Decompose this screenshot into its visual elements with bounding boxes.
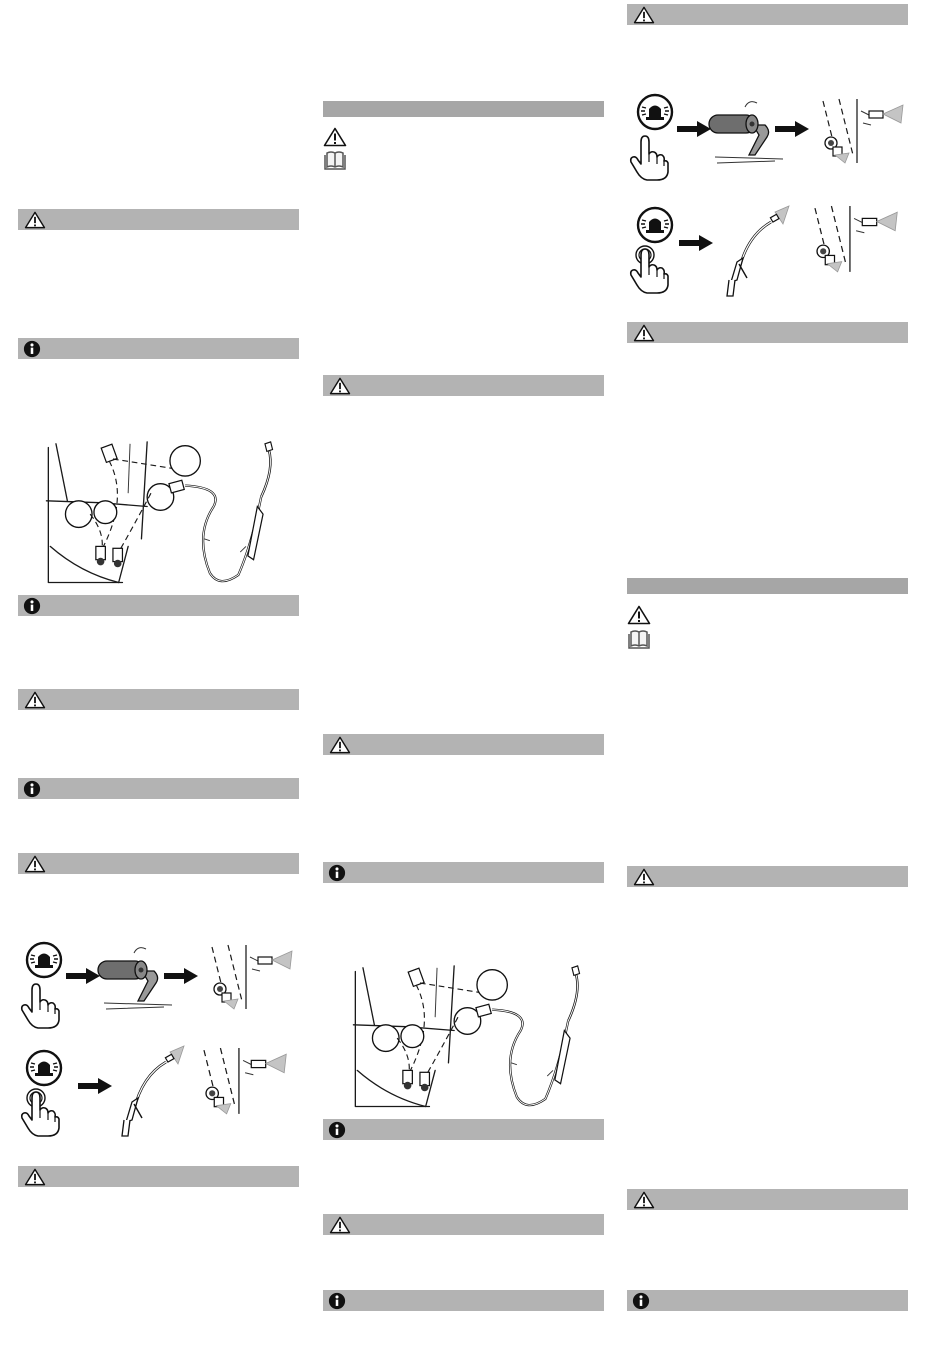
rotating-beacon-icon — [635, 205, 675, 245]
info-circle-icon — [23, 780, 41, 798]
info-circle-icon — [328, 1121, 346, 1139]
warning-bar — [18, 1166, 299, 1187]
warning-triangle-icon — [632, 6, 656, 24]
spray-lance-illustration — [108, 1040, 188, 1140]
open-book-icon — [323, 151, 347, 171]
reel-roller-illustration — [705, 92, 785, 172]
nozzle-spray-illustration — [811, 96, 907, 168]
warning-triangle-icon — [328, 1216, 352, 1234]
section-bar — [323, 101, 604, 117]
info-bar — [323, 862, 604, 883]
warning-bar — [627, 4, 908, 25]
warning-triangle-icon — [632, 1191, 656, 1209]
warning-triangle-icon — [23, 1168, 47, 1186]
info-circle-icon — [23, 597, 41, 615]
info-circle-icon — [23, 340, 41, 358]
pressing-hand-icon — [627, 245, 671, 295]
column-middle — [323, 0, 604, 1369]
warning-bar — [627, 1189, 908, 1210]
info-bar — [627, 1290, 908, 1311]
arrow-right-icon — [679, 235, 713, 251]
pointing-hand-icon — [18, 980, 62, 1030]
warning-bar — [627, 322, 908, 343]
warning-bar — [18, 853, 299, 874]
rotating-beacon-icon — [635, 92, 675, 132]
warning-bar — [18, 209, 299, 230]
warning-triangle-icon — [23, 691, 47, 709]
warning-bar — [627, 866, 908, 887]
arrow-right-icon — [78, 1078, 112, 1094]
section-bar — [627, 578, 908, 594]
warning-triangle-icon — [23, 211, 47, 229]
info-circle-icon — [328, 864, 346, 882]
arrow-right-icon — [164, 968, 198, 984]
warning-triangle-icon — [323, 127, 347, 147]
warning-bar — [323, 375, 604, 396]
info-circle-icon — [328, 1292, 346, 1310]
warning-bar — [323, 1214, 604, 1235]
info-bar — [323, 1290, 604, 1311]
warning-bar — [18, 689, 299, 710]
info-bar — [18, 778, 299, 799]
reel-roller-illustration — [94, 938, 174, 1018]
arrow-right-icon — [775, 121, 809, 137]
info-bar — [18, 338, 299, 359]
warning-triangle-icon — [632, 324, 656, 342]
nozzle-spray-illustration — [200, 942, 296, 1014]
hose-couplings-illustration — [343, 964, 609, 1116]
nozzle-spray-illustration — [797, 204, 907, 276]
column-right — [627, 0, 908, 1369]
open-book-icon — [627, 630, 651, 650]
info-circle-icon — [632, 1292, 650, 1310]
warning-triangle-icon — [328, 377, 352, 395]
rotating-beacon-icon — [24, 940, 64, 980]
spray-lance-illustration — [713, 200, 793, 300]
info-bar — [323, 1119, 604, 1140]
warning-triangle-icon — [632, 868, 656, 886]
info-bar — [18, 595, 299, 616]
warning-triangle-icon — [627, 605, 651, 625]
rotating-beacon-icon — [24, 1048, 64, 1088]
hose-couplings-illustration — [36, 440, 302, 592]
nozzle-spray-illustration — [186, 1046, 296, 1118]
column-left — [18, 0, 299, 1369]
pointing-hand-icon — [627, 132, 671, 182]
warning-triangle-icon — [328, 736, 352, 754]
warning-bar — [323, 734, 604, 755]
warning-triangle-icon — [23, 855, 47, 873]
pressing-hand-icon — [18, 1088, 62, 1138]
